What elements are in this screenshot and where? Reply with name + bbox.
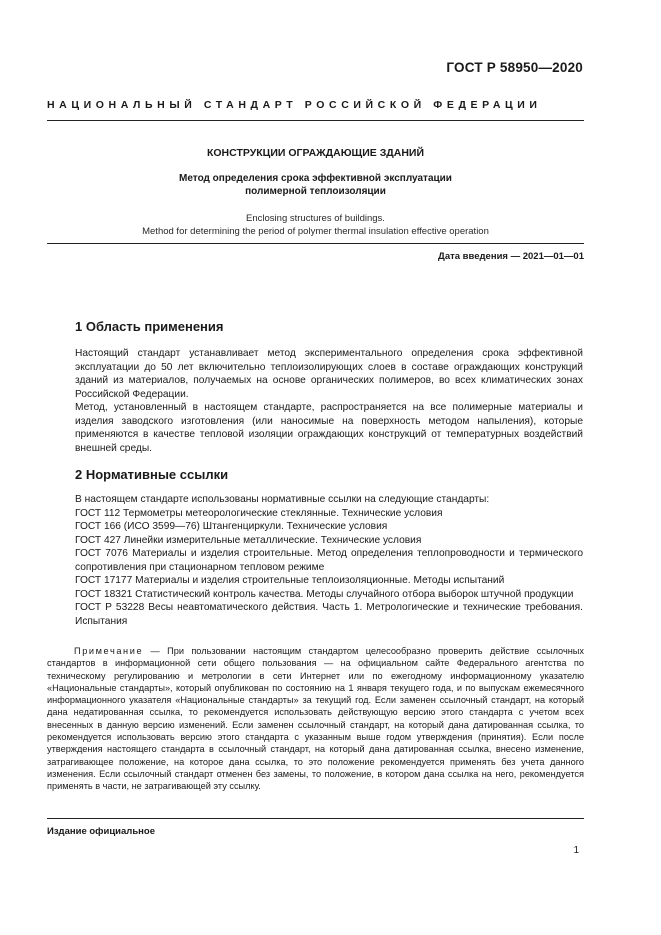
section-1-heading: 1 Область применения — [75, 319, 224, 334]
national-standard-banner: НАЦИОНАЛЬНЫЙ СТАНДАРТ РОССИЙСКОЙ ФЕДЕРАЦИИ — [47, 99, 542, 111]
document-title: КОНСТРУКЦИИ ОГРАЖДАЮЩИЕ ЗДАНИЙ — [206, 147, 425, 159]
section-1-paragraph-2: Метод, установленный в настоящем стандарте, распространяется на все полимерные материалы и изделия заводского изготовления (или наносимые на поверхность методом напыления), которые применяются в качестве тепловой изоляции ограждающих конструкций от температурных воздействий внешней среды. — [75, 402, 583, 454]
section-2-body — [75, 493, 583, 628]
document-subtitle — [47, 172, 584, 198]
reference-item: ГОСТ 17177 Материалы и изделия строительные теплоизоляционные. Методы испытаний — [75, 575, 505, 586]
reference-item: ГОСТ 427 Линейки измерительные металлические. Технические условия — [75, 534, 422, 546]
page-number: 1 — [573, 845, 579, 856]
reference-item: ГОСТ Р 53228 Весы неавтоматического действия. Часть 1. Метрологические и технические требования. Испытания — [75, 602, 583, 627]
subtitle-line-1: Метод определения срока эффективной эксплуатации — [179, 173, 452, 184]
reference-item: ГОСТ 112 Термометры метеорологические стеклянные. Технические условия — [75, 507, 443, 519]
english-title-line-1: Enclosing structures of buildings. — [246, 213, 385, 224]
reference-item: ГОСТ 18321 Статистический контроль качества. Методы случайного отбора выборок штучной продукции — [75, 588, 574, 600]
title-divider — [47, 243, 584, 244]
section-2-heading: 2 Нормативные ссылки — [75, 467, 229, 482]
introduction-date: Дата введения — 2021—01—01 — [438, 251, 584, 262]
reference-item: ГОСТ 7076 Материалы и изделия строительные. Метод определения теплопроводности и термического сопротивления при стационарном тепловом режиме — [75, 548, 583, 573]
section-2-intro: В настоящем стандарте использованы нормативные ссылки на следующие стандарты: — [75, 494, 490, 505]
header-divider — [47, 120, 584, 121]
section-1-paragraph-1: Настоящий стандарт устанавливает метод экспериментального определения срока эффективной эксплуатации до 50 лет включительно теплоизолирующих слоев в составе ограждающих конструкций зданий из материалов, получаемых на основе органических полимеров, во всех климатических зонах Российской Федерации. — [75, 348, 583, 400]
note-label: Примечание — [74, 646, 144, 656]
gost-code: ГОСТ Р 58950—2020 — [446, 60, 583, 75]
edition-label: Издание официальное — [47, 826, 155, 837]
english-title-line-2: Method for determining the period of polymer thermal insulation effective operation — [142, 226, 489, 237]
reference-item: ГОСТ 166 (ИСО 3599—76) Штангенциркули. Технические условия — [75, 521, 388, 532]
reference-note — [47, 645, 584, 793]
subtitle-line-2: полимерной теплоизоляции — [245, 186, 386, 197]
section-1-body — [75, 347, 583, 455]
note-text: — При пользовании настоящим стандартом целесообразно проверить действие ссылочных стандартов в информационной сети общего пользования — на официальном сайте Федерального агентства по техническому регулированию и метрологии в сети Интернет или по ежегодному информационному указателю «Национальные стандарты», который опубликован по состоянию на 1 января текущего года, и по выпускам ежемесячного информационного указателя «Национальные стандарты» за текущий год. Если заменен ссылочный стандарт, на который дана недатированная ссылка, то рекомендуется использовать действующую версию этого стандарта с учетом всех внесенных в данную версию изменений. Если заменен ссылочный стандарт, на который дана датированная ссылка, то рекомендуется использовать версию этого стандарта с указанным выше годом утверждения (принятия). Если после утверждения настоящего стандарта в ссылочный стандарт, на который дана датированная ссылка, внесено изменение, затрагивающее положение, на которое дана ссылка, то это положение рекомендуется применять без учета данного изменения. Если ссылочный стандарт отменен без замены, то положение, в котором дана ссылка на него, рекомендуется применять в части, не затрагивающей эту ссылку. — [47, 646, 584, 792]
english-title — [47, 212, 584, 238]
footer-divider — [47, 818, 584, 819]
